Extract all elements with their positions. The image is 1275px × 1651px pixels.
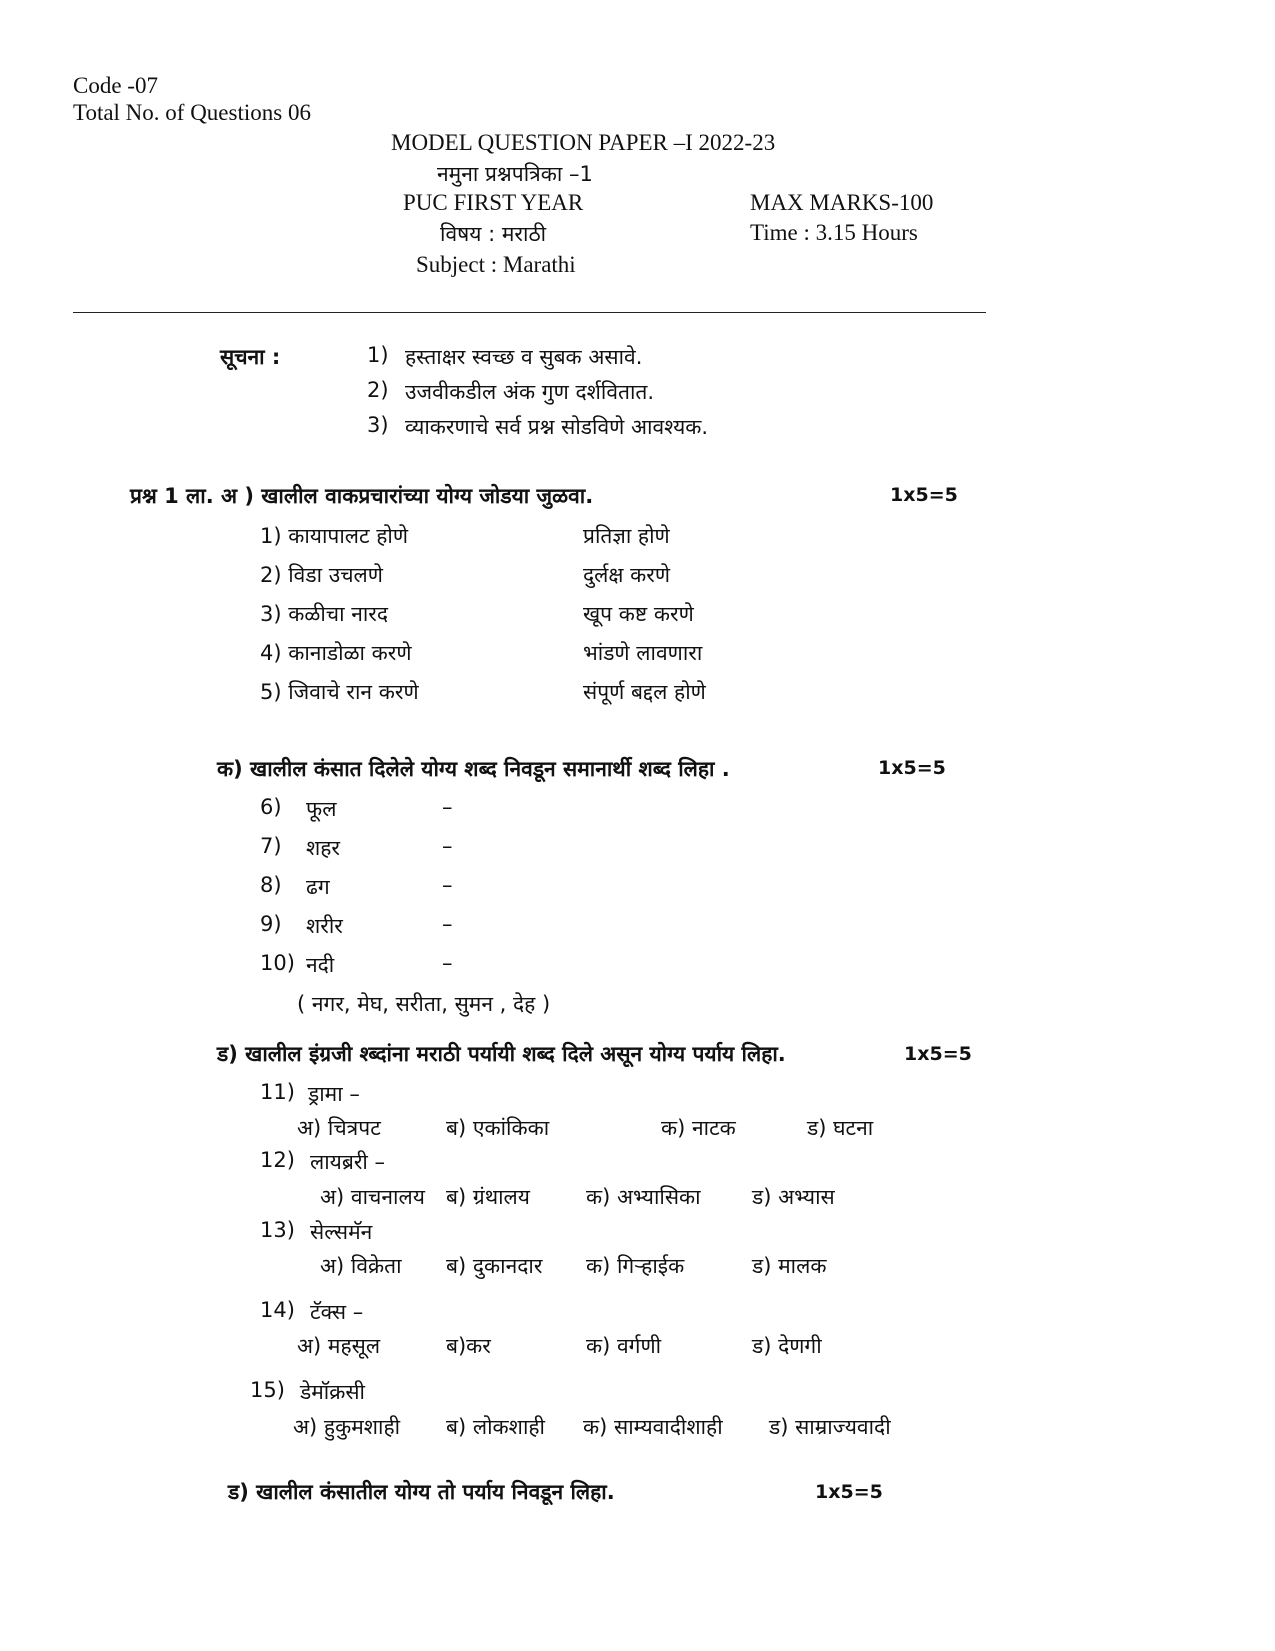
max-marks: MAX MARKS-100 [750, 190, 934, 215]
total-questions: Total No. of Questions 06 [73, 100, 311, 125]
q1a-heading: प्रश्न 1 ला. अ ) खालील वाकप्रचारांच्या योग्य जोडया जुळवा. [130, 484, 594, 508]
class-label: PUC FIRST YEAR [403, 190, 584, 215]
time-label: Time : 3.15 Hours [750, 220, 918, 245]
paper-title-marathi: नमुना प्रश्नपत्रिका –1 [437, 162, 593, 186]
synonym-options: ( नगर, मेघ, सरीता, सुमन , देह ) [297, 992, 551, 1016]
code-label: Code -07 [73, 73, 158, 98]
q1d2-heading: ड) खालील कंसातील योग्य तो पर्याय निवडून लिहा. [228, 1480, 615, 1504]
q1a-marks: 1x5=5 [890, 484, 958, 506]
instructions-label: सूचना : [220, 345, 281, 369]
subject-label: Subject : Marathi [416, 252, 576, 277]
paper-title: MODEL QUESTION PAPER –I 2022-23 [391, 130, 776, 155]
q1k-heading: क) खालील कंसात दिलेले योग्य शब्द निवडून समानार्थी शब्द लिहा . [217, 757, 730, 781]
q1d2-marks: 1x5=5 [815, 1481, 883, 1503]
subject-marathi: विषय : मराठी [440, 222, 547, 246]
q1k-marks: 1x5=5 [878, 757, 946, 779]
q1d-heading: ड) खालील इंग्रजी श्ब्दांना मराठी पर्यायी शब्द दिले असून योग्य पर्याय लिहा. [217, 1042, 786, 1066]
header-divider [73, 312, 986, 313]
q1d-marks: 1x5=5 [904, 1043, 972, 1065]
